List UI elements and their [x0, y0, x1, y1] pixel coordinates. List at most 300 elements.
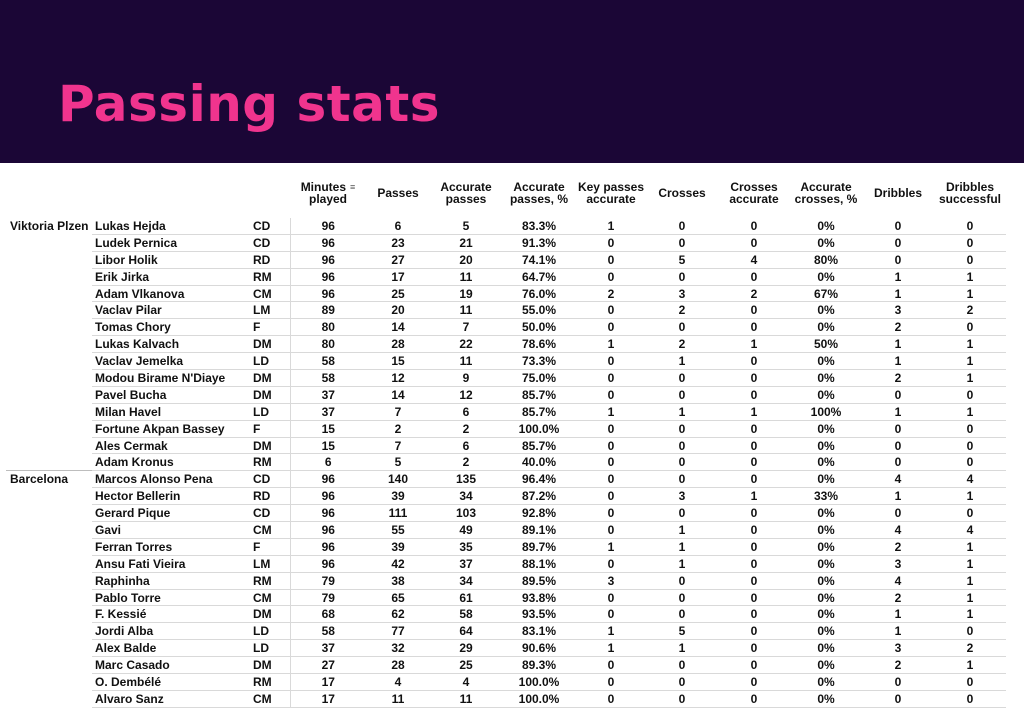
dribbles-cell: 2: [862, 589, 934, 606]
accurate-passes-cell: 34: [430, 488, 502, 505]
key-passes-cell: 0: [576, 471, 646, 488]
player-name-cell: Vaclav Jemelka: [92, 353, 250, 370]
crosses-accurate-cell: 0: [718, 572, 790, 589]
table-row: [6, 353, 1006, 370]
dribbles-successful-cell: 1: [934, 370, 1006, 387]
passes-cell: 39: [366, 538, 430, 555]
accurate-passes-cell: 20: [430, 251, 502, 268]
team-col-header: [6, 168, 92, 218]
table-row: [6, 572, 1006, 589]
player-name-cell: Pavel Bucha: [92, 386, 250, 403]
accurate-passes-pct-cell: 88.1%: [502, 555, 576, 572]
table-row: [6, 386, 1006, 403]
crosses-cell: 0: [646, 437, 718, 454]
table-row: [6, 690, 1006, 707]
accurate-passes-pct-cell: 76.0%: [502, 285, 576, 302]
minutes-played-cell: 89: [290, 302, 366, 319]
player-position-cell: F: [250, 420, 290, 437]
passes-cell: 55: [366, 522, 430, 539]
accurate-passes-pct-col-header: Accurate passes, %: [509, 180, 569, 206]
passes-cell: 111: [366, 505, 430, 522]
minutes-played-cell: 96: [290, 555, 366, 572]
header-banner: [0, 0, 1024, 163]
key-passes-cell: 0: [576, 268, 646, 285]
accurate-crosses-pct-cell: 0%: [790, 420, 862, 437]
player-position-cell: LD: [250, 623, 290, 640]
crosses-cell: 0: [646, 657, 718, 674]
key-passes-cell: 0: [576, 386, 646, 403]
dribbles-successful-cell: 1: [934, 589, 1006, 606]
crosses-cell: 5: [646, 623, 718, 640]
player-name-cell: Modou Birame N'Diaye: [92, 370, 250, 387]
minutes-played-cell: 15: [290, 420, 366, 437]
crosses-cell: 1: [646, 353, 718, 370]
table-row: [6, 623, 1006, 640]
dribbles-successful-cell: 1: [934, 336, 1006, 353]
minutes-played-cell: 58: [290, 353, 366, 370]
team-name: Viktoria Plzen: [10, 219, 89, 233]
crosses-accurate-cell: 0: [718, 471, 790, 488]
accurate-passes-cell: 6: [430, 403, 502, 420]
dribbles-cell: 2: [862, 538, 934, 555]
dribbles-cell: 1: [862, 353, 934, 370]
table-row: [6, 555, 1006, 572]
minutes-played-cell: 79: [290, 589, 366, 606]
minutes-played-cell: 79: [290, 572, 366, 589]
table-row: [6, 285, 1006, 302]
dribbles-cell: 1: [862, 606, 934, 623]
dribbles-cell: 3: [862, 302, 934, 319]
dribbles-successful-cell: 2: [934, 302, 1006, 319]
accurate-crosses-pct-cell: 33%: [790, 488, 862, 505]
player-position-cell: LM: [250, 555, 290, 572]
accurate-passes-cell: 2: [430, 454, 502, 471]
player-name-cell: Raphinha: [92, 572, 250, 589]
key-passes-cell: 1: [576, 623, 646, 640]
minutes-played-cell: 80: [290, 319, 366, 336]
accurate-crosses-pct-cell: 0%: [790, 234, 862, 251]
accurate-passes-cell: 25: [430, 657, 502, 674]
crosses-cell: 2: [646, 302, 718, 319]
accurate-passes-pct-cell: 78.6%: [502, 336, 576, 353]
table-row: [6, 420, 1006, 437]
accurate-crosses-pct-cell: 0%: [790, 538, 862, 555]
table-row: [6, 251, 1006, 268]
dribbles-successful-cell: 0: [934, 218, 1006, 234]
player-position-cell: LD: [250, 403, 290, 420]
header-row: [6, 168, 1006, 218]
passes-cell: 28: [366, 336, 430, 353]
player-name-cell: Alvaro Sanz: [92, 690, 250, 707]
accurate-crosses-pct-cell: 100%: [790, 403, 862, 420]
crosses-cell: 0: [646, 589, 718, 606]
dribbles-successful-cell: 0: [934, 623, 1006, 640]
crosses-cell: 0: [646, 690, 718, 707]
accurate-passes-pct-cell: 83.3%: [502, 218, 576, 234]
passes-cell: 38: [366, 572, 430, 589]
crosses-accurate-cell: 0: [718, 606, 790, 623]
passes-cell: 7: [366, 437, 430, 454]
player-position-cell: LD: [250, 353, 290, 370]
accurate-passes-cell: 11: [430, 353, 502, 370]
accurate-crosses-pct-cell: 0%: [790, 674, 862, 691]
dribbles-successful-cell: 1: [934, 555, 1006, 572]
key-passes-cell: 1: [576, 218, 646, 234]
accurate-passes-pct-cell: 100.0%: [502, 420, 576, 437]
dribbles-successful-cell: 1: [934, 606, 1006, 623]
table-row: [6, 336, 1006, 353]
dribbles-successful-cell: 1: [934, 403, 1006, 420]
player-name-cell: Marc Casado: [92, 657, 250, 674]
table-row: [6, 218, 1006, 234]
accurate-crosses-pct-cell: 0%: [790, 690, 862, 707]
key-passes-cell: 1: [576, 538, 646, 555]
key-passes-cell: 0: [576, 505, 646, 522]
accurate-passes-cell: 21: [430, 234, 502, 251]
minutes-played-cell: 96: [290, 268, 366, 285]
accurate-passes-pct-cell: 50.0%: [502, 319, 576, 336]
player-name-cell: Adam Kronus: [92, 454, 250, 471]
crosses-accurate-cell: 0: [718, 657, 790, 674]
accurate-passes-pct-cell: 83.1%: [502, 623, 576, 640]
player-name-cell: Gerard Pique: [92, 505, 250, 522]
accurate-crosses-pct-cell: 0%: [790, 454, 862, 471]
passes-col-header: Passes: [377, 186, 419, 200]
player-position-cell: CM: [250, 690, 290, 707]
crosses-cell: 0: [646, 234, 718, 251]
table-row: [6, 657, 1006, 674]
key-passes-cell: 0: [576, 437, 646, 454]
crosses-cell: 1: [646, 538, 718, 555]
accurate-passes-cell: 2: [430, 420, 502, 437]
accurate-passes-pct-cell: 93.5%: [502, 606, 576, 623]
accurate-passes-pct-cell: 89.5%: [502, 572, 576, 589]
minutes-played-cell: 17: [290, 690, 366, 707]
dribbles-successful-cell: 1: [934, 488, 1006, 505]
passes-cell: 12: [366, 370, 430, 387]
table-row: [6, 522, 1006, 539]
player-position-cell: LM: [250, 302, 290, 319]
player-position-cell: RD: [250, 488, 290, 505]
dribbles-successful-cell: 2: [934, 640, 1006, 657]
crosses-accurate-cell: 4: [718, 251, 790, 268]
crosses-accurate-cell: 0: [718, 386, 790, 403]
player-position-cell: DM: [250, 336, 290, 353]
crosses-accurate-cell: 0: [718, 454, 790, 471]
accurate-passes-cell: 61: [430, 589, 502, 606]
key-passes-cell: 1: [576, 640, 646, 657]
accurate-passes-cell: 29: [430, 640, 502, 657]
player-name-cell: Hector Bellerin: [92, 488, 250, 505]
crosses-accurate-cell: 0: [718, 589, 790, 606]
player-name-cell: Erik Jirka: [92, 268, 250, 285]
crosses-accurate-cell: 0: [718, 555, 790, 572]
crosses-accurate-cell: 1: [718, 336, 790, 353]
dribbles-successful-cell: 0: [934, 454, 1006, 471]
table-row: [6, 370, 1006, 387]
accurate-passes-pct-cell: 74.1%: [502, 251, 576, 268]
accurate-passes-cell: 11: [430, 268, 502, 285]
dribbles-cell: 1: [862, 336, 934, 353]
accurate-passes-cell: 12: [430, 386, 502, 403]
accurate-passes-cell: 11: [430, 690, 502, 707]
dribbles-cell: 4: [862, 522, 934, 539]
accurate-crosses-pct-cell: 0%: [790, 386, 862, 403]
table-row: [6, 454, 1006, 471]
minutes-played-cell: 96: [290, 505, 366, 522]
player-name-cell: Pablo Torre: [92, 589, 250, 606]
accurate-crosses-pct-cell: 0%: [790, 302, 862, 319]
accurate-passes-cell: 103: [430, 505, 502, 522]
player-position-cell: RD: [250, 251, 290, 268]
player-position-cell: CM: [250, 285, 290, 302]
minutes-played-cell: 96: [290, 471, 366, 488]
accurate-crosses-pct-cell: 0%: [790, 268, 862, 285]
crosses-cell: 0: [646, 454, 718, 471]
dribbles-successful-cell: 1: [934, 657, 1006, 674]
table-row: [6, 488, 1006, 505]
dribbles-successful-cell: 0: [934, 420, 1006, 437]
key-passes-cell: 0: [576, 454, 646, 471]
crosses-cell: 1: [646, 640, 718, 657]
accurate-passes-cell: 58: [430, 606, 502, 623]
player-position-cell: DM: [250, 437, 290, 454]
dribbles-successful-cell: 0: [934, 505, 1006, 522]
passes-cell: 14: [366, 386, 430, 403]
accurate-passes-pct-cell: 87.2%: [502, 488, 576, 505]
accurate-passes-cell: 35: [430, 538, 502, 555]
table-row: [6, 606, 1006, 623]
table-row: [6, 302, 1006, 319]
dribbles-cell: 0: [862, 234, 934, 251]
accurate-passes-pct-cell: 40.0%: [502, 454, 576, 471]
minutes-played-cell: 68: [290, 606, 366, 623]
accurate-crosses-pct-cell: 50%: [790, 336, 862, 353]
player-position-cell: RM: [250, 268, 290, 285]
player-position-cell: RM: [250, 674, 290, 691]
dribbles-cell: 1: [862, 623, 934, 640]
passes-cell: 15: [366, 353, 430, 370]
dribbles-cell: 0: [862, 386, 934, 403]
key-passes-cell: 0: [576, 488, 646, 505]
dribbles-cell: 4: [862, 572, 934, 589]
dribbles-successful-cell: 4: [934, 471, 1006, 488]
crosses-cell: 0: [646, 674, 718, 691]
accurate-crosses-pct-cell: 0%: [790, 589, 862, 606]
player-name-cell: Ferran Torres: [92, 538, 250, 555]
accurate-passes-cell: 135: [430, 471, 502, 488]
team-name: Barcelona: [6, 471, 92, 707]
passes-cell: 25: [366, 285, 430, 302]
accurate-crosses-pct-cell: 0%: [790, 437, 862, 454]
stats-sheet: [0, 163, 1024, 706]
crosses-accurate-cell: 2: [718, 285, 790, 302]
accurate-crosses-pct-cell: 0%: [790, 353, 862, 370]
dribbles-cell: 0: [862, 674, 934, 691]
table-row: [6, 403, 1006, 420]
accurate-passes-cell: 11: [430, 302, 502, 319]
player-name-cell: O. Dembélé: [92, 674, 250, 691]
key-passes-cell: 0: [576, 522, 646, 539]
accurate-passes-pct-cell: 90.6%: [502, 640, 576, 657]
crosses-accurate-cell: 0: [718, 690, 790, 707]
key-passes-cell: 0: [576, 555, 646, 572]
dribbles-cell: 1: [862, 268, 934, 285]
player-position-cell: CD: [250, 505, 290, 522]
minutes-played-cell: 15: [290, 437, 366, 454]
player-position-cell: DM: [250, 386, 290, 403]
player-name-cell: Libor Holik: [92, 251, 250, 268]
crosses-cell: 2: [646, 336, 718, 353]
crosses-cell: 0: [646, 370, 718, 387]
dribbles-cell: 1: [862, 488, 934, 505]
key-passes-col-header: Key passes accurate: [577, 180, 645, 206]
accurate-passes-cell: 37: [430, 555, 502, 572]
position-col-header: [250, 168, 290, 218]
accurate-crosses-pct-cell: 0%: [790, 218, 862, 234]
crosses-cell: 0: [646, 572, 718, 589]
minutes-col-header[interactable]: [290, 168, 366, 218]
dribbles-successful-cell: 0: [934, 319, 1006, 336]
crosses-accurate-cell: 0: [718, 674, 790, 691]
accurate-passes-pct-cell: 55.0%: [502, 302, 576, 319]
crosses-accurate-cell: 0: [718, 302, 790, 319]
crosses-cell: 0: [646, 218, 718, 234]
dribbles-col-header: Dribbles: [873, 186, 922, 200]
player-name-cell: Alex Balde: [92, 640, 250, 657]
player-position-cell: CD: [250, 471, 290, 488]
passes-cell: 5: [366, 454, 430, 471]
key-passes-cell: 3: [576, 572, 646, 589]
accurate-passes-pct-cell: 93.8%: [502, 589, 576, 606]
minutes-played-cell: 80: [290, 336, 366, 353]
key-passes-cell: 0: [576, 370, 646, 387]
minutes-played-cell: 96: [290, 218, 366, 234]
passes-cell: 28: [366, 657, 430, 674]
dribbles-successful-cell: 0: [934, 234, 1006, 251]
minutes-played-cell: 27: [290, 657, 366, 674]
accurate-passes-cell: 7: [430, 319, 502, 336]
key-passes-cell: 1: [576, 403, 646, 420]
dribbles-successful-cell: 1: [934, 572, 1006, 589]
key-passes-cell: 0: [576, 353, 646, 370]
table-row: [6, 674, 1006, 691]
player-name-cell: Gavi: [92, 522, 250, 539]
table-row: [6, 640, 1006, 657]
passes-cell: 140: [366, 471, 430, 488]
table-body: [6, 218, 1006, 707]
accurate-passes-pct-cell: 85.7%: [502, 386, 576, 403]
crosses-cell: 0: [646, 505, 718, 522]
passes-cell: 42: [366, 555, 430, 572]
player-name-cell: Ludek Pernica: [92, 234, 250, 251]
crosses-cell: 0: [646, 606, 718, 623]
key-passes-cell: 0: [576, 302, 646, 319]
player-position-cell: DM: [250, 370, 290, 387]
minutes-line1: Minutes: [300, 179, 347, 194]
dribbles-cell: 3: [862, 555, 934, 572]
accurate-passes-cell: 9: [430, 370, 502, 387]
passes-cell: 7: [366, 403, 430, 420]
dribbles-cell: 0: [862, 505, 934, 522]
table-row: [6, 234, 1006, 251]
player-position-cell: DM: [250, 606, 290, 623]
crosses-accurate-cell: 0: [718, 370, 790, 387]
accurate-passes-pct-cell: 64.7%: [502, 268, 576, 285]
dribbles-successful-cell: 0: [934, 690, 1006, 707]
minutes-played-cell: 37: [290, 640, 366, 657]
crosses-accurate-cell: 0: [718, 353, 790, 370]
accurate-crosses-pct-cell: 0%: [790, 623, 862, 640]
minutes-played-cell: 96: [290, 251, 366, 268]
accurate-crosses-pct-cell: 0%: [790, 319, 862, 336]
crosses-accurate-cell: 0: [718, 319, 790, 336]
dribbles-cell: 0: [862, 251, 934, 268]
accurate-passes-pct-cell: 89.3%: [502, 657, 576, 674]
key-passes-cell: 0: [576, 319, 646, 336]
crosses-accurate-cell: 0: [718, 505, 790, 522]
accurate-crosses-pct-cell: 0%: [790, 522, 862, 539]
dribbles-successful-cell: 1: [934, 285, 1006, 302]
table-row: [6, 319, 1006, 336]
table-row: [6, 437, 1006, 454]
player-name-cell: Ansu Fati Vieira: [92, 555, 250, 572]
crosses-accurate-cell: 0: [718, 623, 790, 640]
accurate-passes-cell: 4: [430, 674, 502, 691]
accurate-passes-pct-cell: 85.7%: [502, 403, 576, 420]
player-position-cell: CM: [250, 522, 290, 539]
passes-cell: 4: [366, 674, 430, 691]
player-position-cell: F: [250, 319, 290, 336]
player-position-cell: DM: [250, 657, 290, 674]
crosses-cell: 3: [646, 488, 718, 505]
accurate-crosses-pct-cell: 0%: [790, 555, 862, 572]
table-row: [6, 538, 1006, 555]
minutes-played-cell: 58: [290, 623, 366, 640]
dribbles-successful-col-header: Dribbles successful: [938, 180, 1002, 206]
player-name-cell: Vaclav Pilar: [92, 302, 250, 319]
sort-filter-icon[interactable]: ≡: [350, 182, 356, 193]
player-name-cell: Milan Havel: [92, 403, 250, 420]
passes-cell: 39: [366, 488, 430, 505]
key-passes-cell: 0: [576, 420, 646, 437]
passes-cell: 14: [366, 319, 430, 336]
player-position-cell: LD: [250, 640, 290, 657]
passes-cell: 17: [366, 268, 430, 285]
crosses-accurate-cell: 0: [718, 420, 790, 437]
crosses-accurate-col-header: Crosses accurate: [729, 180, 779, 206]
accurate-passes-cell: 64: [430, 623, 502, 640]
minutes-played-cell: 96: [290, 538, 366, 555]
accurate-passes-pct-cell: 92.8%: [502, 505, 576, 522]
key-passes-cell: 0: [576, 690, 646, 707]
dribbles-successful-cell: 1: [934, 538, 1006, 555]
passes-cell: 6: [366, 218, 430, 234]
accurate-crosses-pct-cell: 67%: [790, 285, 862, 302]
accurate-passes-pct-cell: 85.7%: [502, 437, 576, 454]
crosses-accurate-cell: 1: [718, 488, 790, 505]
crosses-cell: 0: [646, 319, 718, 336]
table-row: [6, 471, 1006, 488]
passes-cell: 62: [366, 606, 430, 623]
crosses-accurate-cell: 0: [718, 437, 790, 454]
dribbles-cell: 2: [862, 657, 934, 674]
key-passes-cell: 0: [576, 234, 646, 251]
crosses-accurate-cell: 1: [718, 403, 790, 420]
player-name-cell: Fortune Akpan Bassey: [92, 420, 250, 437]
player-col-header: [92, 168, 250, 218]
minutes-played-cell: 37: [290, 403, 366, 420]
